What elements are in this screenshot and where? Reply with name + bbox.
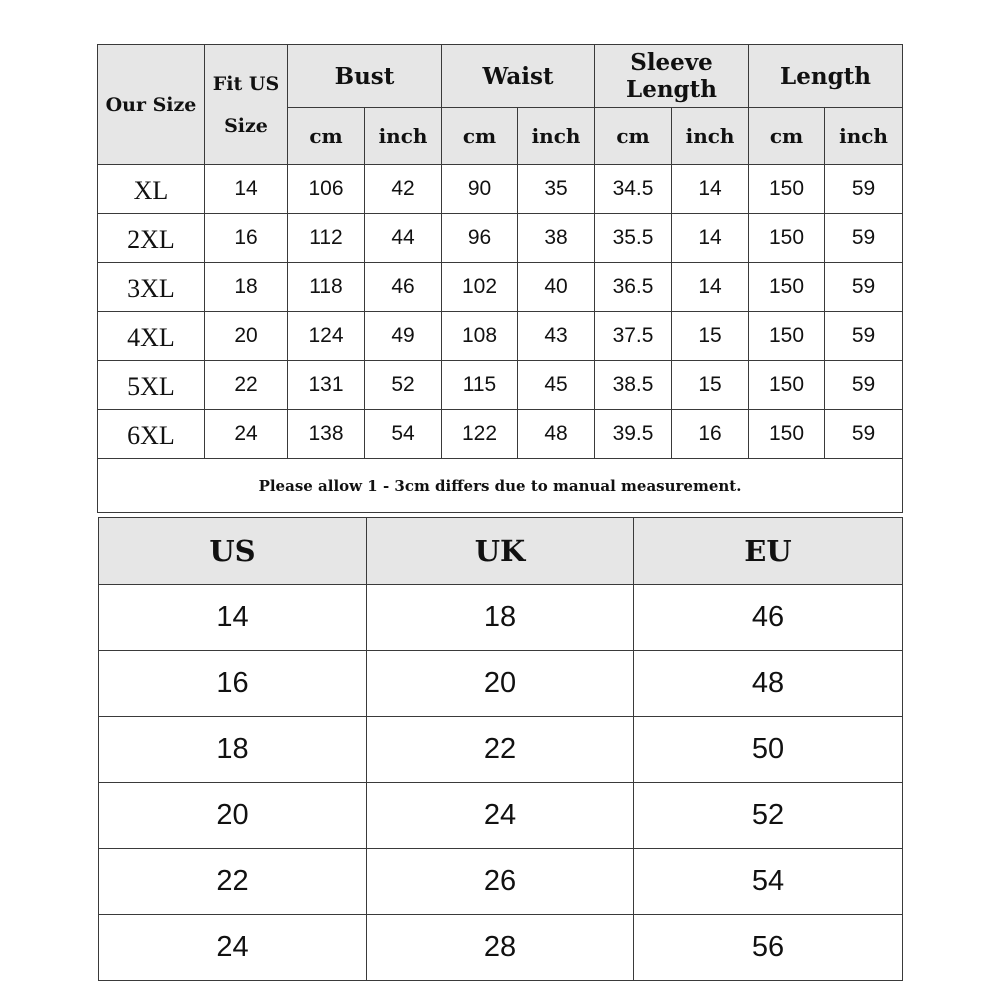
length-cm-value: 150	[749, 410, 825, 459]
waist-cm-value: 122	[442, 410, 518, 459]
table-row	[99, 849, 903, 915]
table-row	[98, 410, 903, 459]
size-label: 5XL	[98, 361, 205, 410]
length-cm-value: 150	[749, 214, 825, 263]
waist-inch-value: 48	[518, 410, 595, 459]
length-inch-value: 59	[825, 165, 903, 214]
header-our-size: Our Size	[98, 45, 205, 165]
table-row	[99, 651, 903, 717]
subheader-waist-inch: inch	[518, 108, 595, 165]
header-waist: Waist	[442, 45, 595, 108]
size-chart-table	[97, 44, 903, 513]
table-row	[99, 783, 903, 849]
subheader-sleeve-cm: cm	[595, 108, 672, 165]
bust-inch-value: 44	[365, 214, 442, 263]
sleeve-cm-value: 35.5	[595, 214, 672, 263]
size-label: 3XL	[98, 263, 205, 312]
sleeve-cm-value: 39.5	[595, 410, 672, 459]
sleeve-inch-value: 15	[672, 312, 749, 361]
table-row	[98, 361, 903, 410]
table-row	[99, 915, 903, 981]
bust-cm-value: 124	[288, 312, 365, 361]
length-inch-value: 59	[825, 263, 903, 312]
bust-inch-value: 46	[365, 263, 442, 312]
sleeve-inch-value: 14	[672, 214, 749, 263]
length-cm-value: 150	[749, 361, 825, 410]
size-label: 2XL	[98, 214, 205, 263]
uk-size-value: 18	[367, 585, 634, 651]
length-cm-value: 150	[749, 312, 825, 361]
subheader-bust-inch: inch	[365, 108, 442, 165]
size-label: XL	[98, 165, 205, 214]
fit-us-size-value: 20	[205, 312, 288, 361]
bust-inch-value: 54	[365, 410, 442, 459]
bust-inch-value: 42	[365, 165, 442, 214]
eu-size-value: 54	[634, 849, 903, 915]
us-size-value: 18	[99, 717, 367, 783]
waist-inch-value: 43	[518, 312, 595, 361]
bust-cm-value: 118	[288, 263, 365, 312]
bust-inch-value: 49	[365, 312, 442, 361]
sleeve-inch-value: 16	[672, 410, 749, 459]
length-inch-value: 59	[825, 410, 903, 459]
size-label: 4XL	[98, 312, 205, 361]
bust-cm-value: 131	[288, 361, 365, 410]
length-inch-value: 59	[825, 361, 903, 410]
us-size-value: 20	[99, 783, 367, 849]
waist-cm-value: 102	[442, 263, 518, 312]
header-bust: Bust	[288, 45, 442, 108]
bust-cm-value: 112	[288, 214, 365, 263]
sleeve-cm-value: 34.5	[595, 165, 672, 214]
sleeve-inch-value: 15	[672, 361, 749, 410]
header-uk: UK	[367, 518, 634, 585]
subheader-sleeve-inch: inch	[672, 108, 749, 165]
eu-size-value: 52	[634, 783, 903, 849]
waist-inch-value: 38	[518, 214, 595, 263]
sleeve-cm-value: 36.5	[595, 263, 672, 312]
subheader-length-cm: cm	[749, 108, 825, 165]
table-row	[98, 263, 903, 312]
note-row	[98, 459, 903, 513]
sleeve-inch-value: 14	[672, 165, 749, 214]
us-size-value: 16	[99, 651, 367, 717]
length-inch-value: 59	[825, 214, 903, 263]
waist-cm-value: 115	[442, 361, 518, 410]
waist-inch-value: 40	[518, 263, 595, 312]
eu-size-value: 46	[634, 585, 903, 651]
bust-cm-value: 138	[288, 410, 365, 459]
length-cm-value: 150	[749, 165, 825, 214]
fit-us-size-value: 18	[205, 263, 288, 312]
subheader-bust-cm: cm	[288, 108, 365, 165]
uk-size-value: 28	[367, 915, 634, 981]
bust-cm-value: 106	[288, 165, 365, 214]
subheader-waist-cm: cm	[442, 108, 518, 165]
uk-size-value: 22	[367, 717, 634, 783]
fit-us-size-value: 24	[205, 410, 288, 459]
bust-inch-value: 52	[365, 361, 442, 410]
header-sleeve-length: Sleeve Length	[595, 45, 749, 108]
eu-size-value: 56	[634, 915, 903, 981]
fit-us-size-value: 14	[205, 165, 288, 214]
size-conversion-table	[98, 517, 903, 981]
us-size-value: 24	[99, 915, 367, 981]
eu-size-value: 48	[634, 651, 903, 717]
fit-us-size-value: 22	[205, 361, 288, 410]
us-size-value: 14	[99, 585, 367, 651]
measurement-note: Please allow 1 - 3cm differs due to manual measurement.	[98, 459, 903, 513]
waist-inch-value: 35	[518, 165, 595, 214]
subheader-length-inch: inch	[825, 108, 903, 165]
table-row	[98, 312, 903, 361]
header-fit-us-size: Fit US Size	[205, 45, 288, 165]
header-eu: EU	[634, 518, 903, 585]
fit-us-size-value: 16	[205, 214, 288, 263]
sleeve-cm-value: 38.5	[595, 361, 672, 410]
length-inch-value: 59	[825, 312, 903, 361]
table-row	[98, 214, 903, 263]
size-label: 6XL	[98, 410, 205, 459]
waist-cm-value: 108	[442, 312, 518, 361]
header-length: Length	[749, 45, 903, 108]
sleeve-cm-value: 37.5	[595, 312, 672, 361]
table-row	[99, 585, 903, 651]
waist-cm-value: 96	[442, 214, 518, 263]
uk-size-value: 24	[367, 783, 634, 849]
sleeve-inch-value: 14	[672, 263, 749, 312]
table-row	[99, 717, 903, 783]
header-us: US	[99, 518, 367, 585]
waist-cm-value: 90	[442, 165, 518, 214]
eu-size-value: 50	[634, 717, 903, 783]
length-cm-value: 150	[749, 263, 825, 312]
table-row	[98, 165, 903, 214]
uk-size-value: 20	[367, 651, 634, 717]
uk-size-value: 26	[367, 849, 634, 915]
waist-inch-value: 45	[518, 361, 595, 410]
us-size-value: 22	[99, 849, 367, 915]
